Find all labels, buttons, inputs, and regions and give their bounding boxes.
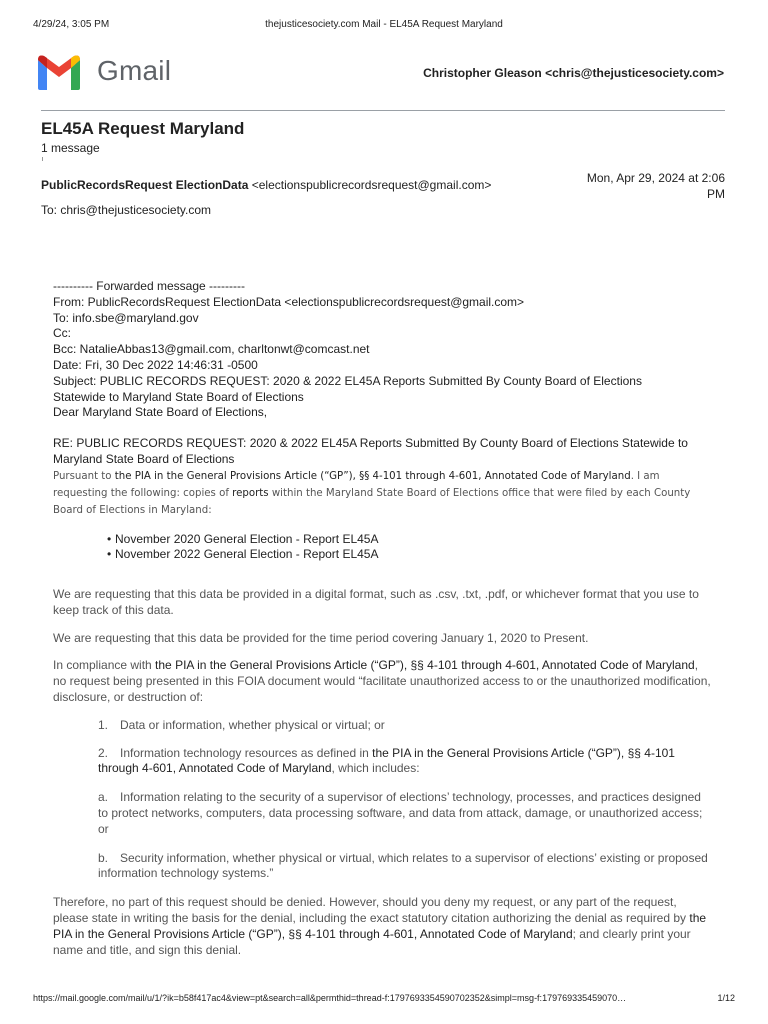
print-page-number: 1/12 xyxy=(717,993,735,1003)
thread-subject: EL45A Request Maryland xyxy=(41,119,245,138)
compliance-text-a: In compliance with xyxy=(53,658,156,673)
list-item: • November 2020 General Election - Report EL45A xyxy=(115,532,713,548)
subb-letter: b. xyxy=(98,850,109,865)
item1-text: Data or information, whether physical or virtual; or xyxy=(120,717,385,732)
print-title: thejusticesociety.com Mail - EL45A Request Maryland xyxy=(265,19,503,30)
compliance-paragraph xyxy=(53,658,713,705)
sub-item-b xyxy=(53,851,713,883)
re-line-1: RE: PUBLIC RECORDS REQUEST: 2020 & 2022 EL45A Reports Submitted By County Board of Elections Statewide to xyxy=(53,436,688,451)
pia-paragraph xyxy=(53,468,713,519)
forwarded-subject-line1: Subject: PUBLIC RECORDS REQUEST: 2020 & 2022 EL45A Reports Submitted By County Board of Elections xyxy=(53,373,642,388)
message-count: 1 message xyxy=(41,141,100,155)
suba-letter: a. xyxy=(98,790,109,805)
header-divider xyxy=(41,110,725,111)
print-datetime: 4/29/24, 3:05 PM xyxy=(33,19,110,30)
requested-reports-list xyxy=(53,532,713,563)
account-name: Christopher Gleason <chris@thejusticesociety.com> xyxy=(423,66,724,80)
pia-text-a: Pursuant to xyxy=(53,470,115,482)
message-date xyxy=(585,170,725,202)
item2-citation: the PIA in the General Provisions Article (“GP”), §§ 4-101 through 4-601, Annotated Code of Maryland xyxy=(98,745,675,776)
pia-text-e: within the Maryland State Board of Elections office that were filed by each County Board of Elections in Maryland: xyxy=(53,487,691,516)
greeting: Dear Maryland State Board of Elections, xyxy=(53,405,268,420)
message-recipient: To: chris@thejusticesociety.com xyxy=(41,203,212,217)
numbered-item-2 xyxy=(53,746,713,778)
item2-text-c: , which includes: xyxy=(331,761,420,776)
denial-text-a: Therefore, no part of this request should be denied. However, should you deny my request, or any part of the request, please state in writing the basis for the denial, including the exact statutory citation authorizing the denial as required by xyxy=(53,895,690,925)
forwarded-date: Date: Fri, 30 Dec 2022 14:46:31 -0500 xyxy=(53,357,258,372)
item2-number: 2. xyxy=(98,745,109,760)
re-line-2: Maryland State Board of Elections xyxy=(53,451,235,466)
re-line xyxy=(53,436,713,468)
gmail-logo-icon xyxy=(36,52,82,92)
denial-text-c: ; and clearly print your name and title, and sign this denial. xyxy=(53,926,691,957)
subb-text: Security information, whether physical or virtual, which relates to a supervisor of elections’ existing or proposed information technology systems.” xyxy=(98,850,708,881)
list-item: • November 2022 General Election - Report EL45A xyxy=(115,547,713,563)
pia-reports: reports xyxy=(232,487,269,499)
thread-tick xyxy=(42,157,43,161)
forwarded-cc: Cc: xyxy=(53,326,71,341)
compliance-citation: the PIA in the General Provisions Article (“GP”), §§ 4-101 through 4-601, Annotated Code of Maryland xyxy=(155,658,695,673)
print-url: https://mail.google.com/mail/u/1/?ik=b58f417ac4&view=pt&search=all&permthid=thread-f:1797693354590702352&simpl=msg-f:179769335459070… xyxy=(33,993,627,1003)
forwarded-bcc: Bcc: NatalieAbbas13@gmail.com, charltonwt@comcast.net xyxy=(53,342,370,357)
period-paragraph: We are requesting that this data be provided for the time period covering January 1, 2020 to Present. xyxy=(53,630,589,645)
item2-text-a: Information technology resources as defined in xyxy=(120,745,373,760)
message-date-line2: PM xyxy=(707,187,725,201)
forwarded-header xyxy=(53,279,713,421)
pia-text-c: . I am requesting the following: copies of xyxy=(53,470,660,499)
sender-name: PublicRecordsRequest ElectionData xyxy=(41,178,249,192)
compliance-text-c: , no request being presented in this FOIA document would “facilitate unauthorized access to or the unauthorized modification, disclosure, or destruction of: xyxy=(53,658,711,704)
denial-citation: the PIA in the General Provisions Article (“GP”), §§ 4-101 through 4-601, Annotated Code of Maryland xyxy=(53,910,707,941)
message-sender xyxy=(41,178,491,192)
item1-number: 1. xyxy=(98,717,109,732)
denial-paragraph xyxy=(53,895,713,958)
forwarded-to: To: info.sbe@maryland.gov xyxy=(53,310,199,325)
forwarded-marker: ---------- Forwarded message --------- xyxy=(53,279,245,293)
pia-citation: the PIA in the General Provisions Article (“GP”), §§ 4-101 through 4-601, Annotated Code of Maryland xyxy=(114,470,631,482)
sender-email: <electionspublicrecordsrequest@gmail.com> xyxy=(251,178,492,192)
message-body xyxy=(53,279,713,958)
suba-text: Information relating to the security of a supervisor of elections’ technology, processes, and practices designed to protect networks, computers, data processing software, and data from attack, damage, or unauthorized access; or xyxy=(98,790,703,836)
forwarded-from: From: PublicRecordsRequest ElectionData <electionspublicrecordsrequest@gmail.com> xyxy=(53,294,525,309)
gmail-wordmark: Gmail xyxy=(97,55,172,86)
numbered-item-1 xyxy=(53,718,713,734)
forwarded-subject-line2: Statewide to Maryland State Board of Elections xyxy=(53,389,304,404)
sub-item-a xyxy=(53,790,713,837)
format-paragraph: We are requesting that this data be provided in a digital format, such as .csv, .txt, .pdf, or whichever format that you use to keep track of this data. xyxy=(53,586,699,617)
message-date-line1: Mon, Apr 29, 2024 at 2:06 xyxy=(586,171,725,185)
